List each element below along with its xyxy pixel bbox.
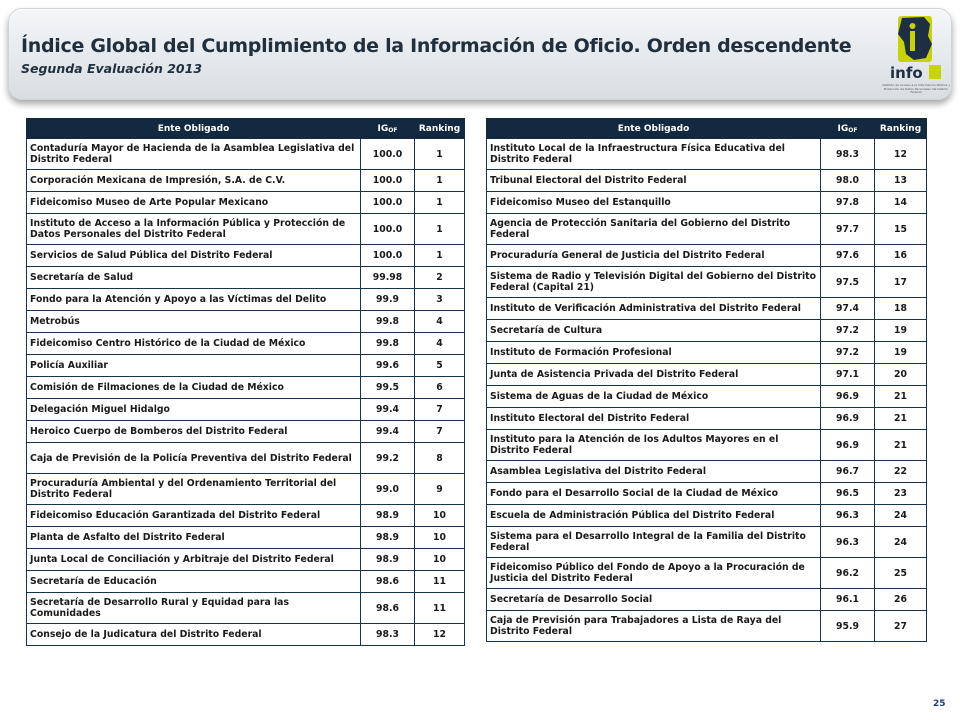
logo-emblem-icon xyxy=(880,14,952,84)
entity-name-cell: Agencia de Protección Sanitaria del Gobierno del Distrito Federal xyxy=(487,214,821,245)
ranking-cell: 13 xyxy=(875,170,927,192)
entity-name-cell: Instituto de Acceso a la Información Pública y Protección de Datos Personales del Distrito Federal xyxy=(27,214,361,245)
ranking-cell: 17 xyxy=(875,267,927,298)
ranking-cell: 16 xyxy=(875,245,927,267)
entity-name-cell: Procuraduría General de Justicia del Distrito Federal xyxy=(487,245,821,267)
entity-name-cell: Caja de Previsión de la Policía Preventiva del Distrito Federal xyxy=(27,443,361,474)
ig-value-cell: 98.9 xyxy=(361,527,415,549)
table-row xyxy=(487,430,927,461)
ranking-cell: 11 xyxy=(415,571,465,593)
ranking-cell: 18 xyxy=(875,298,927,320)
table-row xyxy=(27,549,465,571)
ranking-cell: 1 xyxy=(415,214,465,245)
entity-name-cell: Fideicomiso Educación Garantizada del Distrito Federal xyxy=(27,505,361,527)
entity-name-cell: Planta de Asfalto del Distrito Federal xyxy=(27,527,361,549)
ig-value-cell: 99.98 xyxy=(361,267,415,289)
ranking-cell: 7 xyxy=(415,399,465,421)
table-row xyxy=(27,505,465,527)
ig-value-cell: 100.0 xyxy=(361,192,415,214)
ranking-cell: 21 xyxy=(875,386,927,408)
ranking-cell: 1 xyxy=(415,170,465,192)
entity-name-cell: Secretaría de Desarrollo Rural y Equidad para las Comunidades xyxy=(27,593,361,624)
table-row xyxy=(27,443,465,474)
ig-value-cell: 96.2 xyxy=(821,558,875,589)
ranking-cell: 27 xyxy=(875,611,927,642)
column-header-entity: Ente Obligado xyxy=(27,119,361,139)
ranking-cell: 11 xyxy=(415,593,465,624)
table-header-row xyxy=(487,119,927,139)
ranking-cell: 26 xyxy=(875,589,927,611)
ranking-cell: 23 xyxy=(875,483,927,505)
ig-value-cell: 99.8 xyxy=(361,311,415,333)
entity-name-cell: Fondo para la Atención y Apoyo a las Víctimas del Delito xyxy=(27,289,361,311)
ranking-cell: 25 xyxy=(875,558,927,589)
table-row xyxy=(487,342,927,364)
ig-value-cell: 97.2 xyxy=(821,342,875,364)
entity-name-cell: Consejo de la Judicatura del Distrito Federal xyxy=(27,624,361,646)
page-subtitle: Segunda Evaluación 2013 xyxy=(21,61,203,76)
ig-value-cell: 97.6 xyxy=(821,245,875,267)
table-row xyxy=(27,311,465,333)
ranking-cell: 7 xyxy=(415,421,465,443)
table-row xyxy=(27,399,465,421)
ig-value-cell: 98.9 xyxy=(361,549,415,571)
ranking-cell: 6 xyxy=(415,377,465,399)
entity-name-cell: Contaduría Mayor de Hacienda de la Asamblea Legislativa del Distrito Federal xyxy=(27,139,361,170)
ig-value-cell: 98.9 xyxy=(361,505,415,527)
table-row xyxy=(27,170,465,192)
table-row xyxy=(27,527,465,549)
entity-name-cell: Instituto de Verificación Administrativa del Distrito Federal xyxy=(487,298,821,320)
entity-name-cell: Escuela de Administración Pública del Distrito Federal xyxy=(487,505,821,527)
table-row xyxy=(487,170,927,192)
ranking-cell: 4 xyxy=(415,311,465,333)
table-row xyxy=(487,192,927,214)
column-header-ig: $IG_{OF}$ xyxy=(821,119,875,139)
ig-value-cell: 99.4 xyxy=(361,421,415,443)
table-row xyxy=(487,558,927,589)
entity-name-cell: Secretaría de Desarrollo Social xyxy=(487,589,821,611)
entity-name-cell: Fideicomiso Centro Histórico de la Ciudad de México xyxy=(27,333,361,355)
ig-value-cell: 99.0 xyxy=(361,474,415,505)
ranking-cell: 21 xyxy=(875,408,927,430)
table-row xyxy=(27,214,465,245)
table-row xyxy=(487,408,927,430)
ig-value-cell: 97.5 xyxy=(821,267,875,298)
ig-value-cell: 98.3 xyxy=(361,624,415,646)
table-row xyxy=(27,289,465,311)
table-row xyxy=(27,355,465,377)
ig-value-cell: 98.6 xyxy=(361,593,415,624)
entity-name-cell: Corporación Mexicana de Impresión, S.A. de C.V. xyxy=(27,170,361,192)
table-row xyxy=(487,298,927,320)
table-row xyxy=(27,139,465,170)
ranking-cell: 8 xyxy=(415,443,465,474)
ig-value-cell: 100.0 xyxy=(361,139,415,170)
table-row xyxy=(487,461,927,483)
ranking-cell: 5 xyxy=(415,355,465,377)
entity-name-cell: Policía Auxiliar xyxy=(27,355,361,377)
table-row xyxy=(487,245,927,267)
table-row xyxy=(487,364,927,386)
table-row xyxy=(487,214,927,245)
table-row xyxy=(487,589,927,611)
entity-name-cell: Junta de Asistencia Privada del Distrito Federal xyxy=(487,364,821,386)
ranking-cell: 22 xyxy=(875,461,927,483)
table-row xyxy=(27,192,465,214)
ranking-cell: 1 xyxy=(415,139,465,170)
ig-value-cell: 96.9 xyxy=(821,430,875,461)
logo-wordmark: info xyxy=(890,64,923,82)
ranking-cell: 2 xyxy=(415,267,465,289)
entity-name-cell: Tribunal Electoral del Distrito Federal xyxy=(487,170,821,192)
ig-value-cell: 97.1 xyxy=(821,364,875,386)
ranking-cell: 24 xyxy=(875,505,927,527)
logo-caption: Instituto de Acceso a la Información Pública y Protección de Datos Personales del Distrito Federal xyxy=(881,83,951,94)
ranking-table-right xyxy=(486,118,927,642)
table-row xyxy=(487,267,927,298)
entity-name-cell: Procuraduría Ambiental y del Ordenamiento Territorial del Distrito Federal xyxy=(27,474,361,505)
entity-name-cell: Fideicomiso Museo de Arte Popular Mexicano xyxy=(27,192,361,214)
header-banner xyxy=(8,8,952,100)
ig-value-cell: 99.5 xyxy=(361,377,415,399)
ig-value-cell: 100.0 xyxy=(361,170,415,192)
entity-name-cell: Instituto de Formación Profesional xyxy=(487,342,821,364)
ig-value-cell: 97.2 xyxy=(821,320,875,342)
entity-name-cell: Delegación Miguel Hidalgo xyxy=(27,399,361,421)
ig-value-cell: 99.9 xyxy=(361,289,415,311)
entity-name-cell: Sistema de Radio y Televisión Digital del Gobierno del Distrito Federal (Capital 21) xyxy=(487,267,821,298)
table-header-row xyxy=(27,119,465,139)
ig-value-cell: 97.7 xyxy=(821,214,875,245)
entity-name-cell: Fondo para el Desarrollo Social de la Ciudad de México xyxy=(487,483,821,505)
ig-value-cell: 96.5 xyxy=(821,483,875,505)
ranking-cell: 10 xyxy=(415,549,465,571)
entity-name-cell: Metrobús xyxy=(27,311,361,333)
entity-name-cell: Asamblea Legislativa del Distrito Federal xyxy=(487,461,821,483)
entity-name-cell: Sistema para el Desarrollo Integral de la Familia del Distrito Federal xyxy=(487,527,821,558)
table-row xyxy=(27,571,465,593)
page-number: 25 xyxy=(933,699,946,709)
entity-name-cell: Instituto Local de la Infraestructura Física Educativa del Distrito Federal xyxy=(487,139,821,170)
ranking-cell: 15 xyxy=(875,214,927,245)
entity-name-cell: Sistema de Aguas de la Ciudad de México xyxy=(487,386,821,408)
page-title: Índice Global del Cumplimiento de la Información de Oficio. Orden descendente xyxy=(21,35,852,57)
column-header-ranking: Ranking xyxy=(875,119,927,139)
table-row xyxy=(27,421,465,443)
table-row xyxy=(27,333,465,355)
table-row xyxy=(27,267,465,289)
ig-value-cell: 99.4 xyxy=(361,399,415,421)
entity-name-cell: Instituto Electoral del Distrito Federal xyxy=(487,408,821,430)
table-row xyxy=(487,505,927,527)
entity-name-cell: Secretaría de Salud xyxy=(27,267,361,289)
ranking-cell: 1 xyxy=(415,192,465,214)
ig-value-cell: 95.9 xyxy=(821,611,875,642)
ig-value-cell: 96.7 xyxy=(821,461,875,483)
table-row xyxy=(487,611,927,642)
ranking-cell: 1 xyxy=(415,245,465,267)
column-header-entity: Ente Obligado xyxy=(487,119,821,139)
ranking-cell: 14 xyxy=(875,192,927,214)
ig-value-cell: 99.6 xyxy=(361,355,415,377)
table-row xyxy=(487,483,927,505)
ig-value-cell: 97.4 xyxy=(821,298,875,320)
table-row xyxy=(27,474,465,505)
entity-name-cell: Junta Local de Conciliación y Arbitraje del Distrito Federal xyxy=(27,549,361,571)
ig-value-cell: 96.9 xyxy=(821,386,875,408)
ranking-table-left xyxy=(26,118,465,646)
entity-name-cell: Servicios de Salud Pública del Distrito Federal xyxy=(27,245,361,267)
ig-value-cell: 99.8 xyxy=(361,333,415,355)
entity-name-cell: Secretaría de Educación xyxy=(27,571,361,593)
ranking-cell: 10 xyxy=(415,527,465,549)
ranking-cell: 24 xyxy=(875,527,927,558)
entity-name-cell: Instituto para la Atención de los Adultos Mayores en el Distrito Federal xyxy=(487,430,821,461)
entity-name-cell: Caja de Previsión para Trabajadores a Lista de Raya del Distrito Federal xyxy=(487,611,821,642)
ranking-cell: 12 xyxy=(415,624,465,646)
table-row xyxy=(487,527,927,558)
table-row xyxy=(27,624,465,646)
ig-value-cell: 98.0 xyxy=(821,170,875,192)
table-row xyxy=(487,386,927,408)
ranking-cell: 19 xyxy=(875,342,927,364)
ig-value-cell: 96.9 xyxy=(821,408,875,430)
ranking-cell: 19 xyxy=(875,320,927,342)
ranking-cell: 10 xyxy=(415,505,465,527)
ig-value-cell: 96.3 xyxy=(821,527,875,558)
table-row xyxy=(487,320,927,342)
infodf-logo xyxy=(880,14,952,96)
ranking-cell: 21 xyxy=(875,430,927,461)
ig-value-cell: 98.6 xyxy=(361,571,415,593)
ranking-cell: 4 xyxy=(415,333,465,355)
entity-name-cell: Secretaría de Cultura xyxy=(487,320,821,342)
ig-value-cell: 96.1 xyxy=(821,589,875,611)
entity-name-cell: Heroico Cuerpo de Bomberos del Distrito Federal xyxy=(27,421,361,443)
ig-value-cell: 96.3 xyxy=(821,505,875,527)
ranking-cell: 12 xyxy=(875,139,927,170)
table-row xyxy=(27,593,465,624)
ig-value-cell: 98.3 xyxy=(821,139,875,170)
ranking-cell: 9 xyxy=(415,474,465,505)
entity-name-cell: Comisión de Filmaciones de la Ciudad de México xyxy=(27,377,361,399)
ranking-cell: 3 xyxy=(415,289,465,311)
table-row xyxy=(27,245,465,267)
ig-value-cell: 99.2 xyxy=(361,443,415,474)
column-header-ig: $IG_{OF}$ xyxy=(361,119,415,139)
ranking-cell: 20 xyxy=(875,364,927,386)
table-row xyxy=(487,139,927,170)
column-header-ranking: Ranking xyxy=(415,119,465,139)
table-row xyxy=(27,377,465,399)
ig-value-cell: 100.0 xyxy=(361,214,415,245)
ig-value-cell: 97.8 xyxy=(821,192,875,214)
entity-name-cell: Fideicomiso Público del Fondo de Apoyo a la Procuración de Justicia del Distrito Federal xyxy=(487,558,821,589)
entity-name-cell: Fideicomiso Museo del Estanquillo xyxy=(487,192,821,214)
ig-value-cell: 100.0 xyxy=(361,245,415,267)
